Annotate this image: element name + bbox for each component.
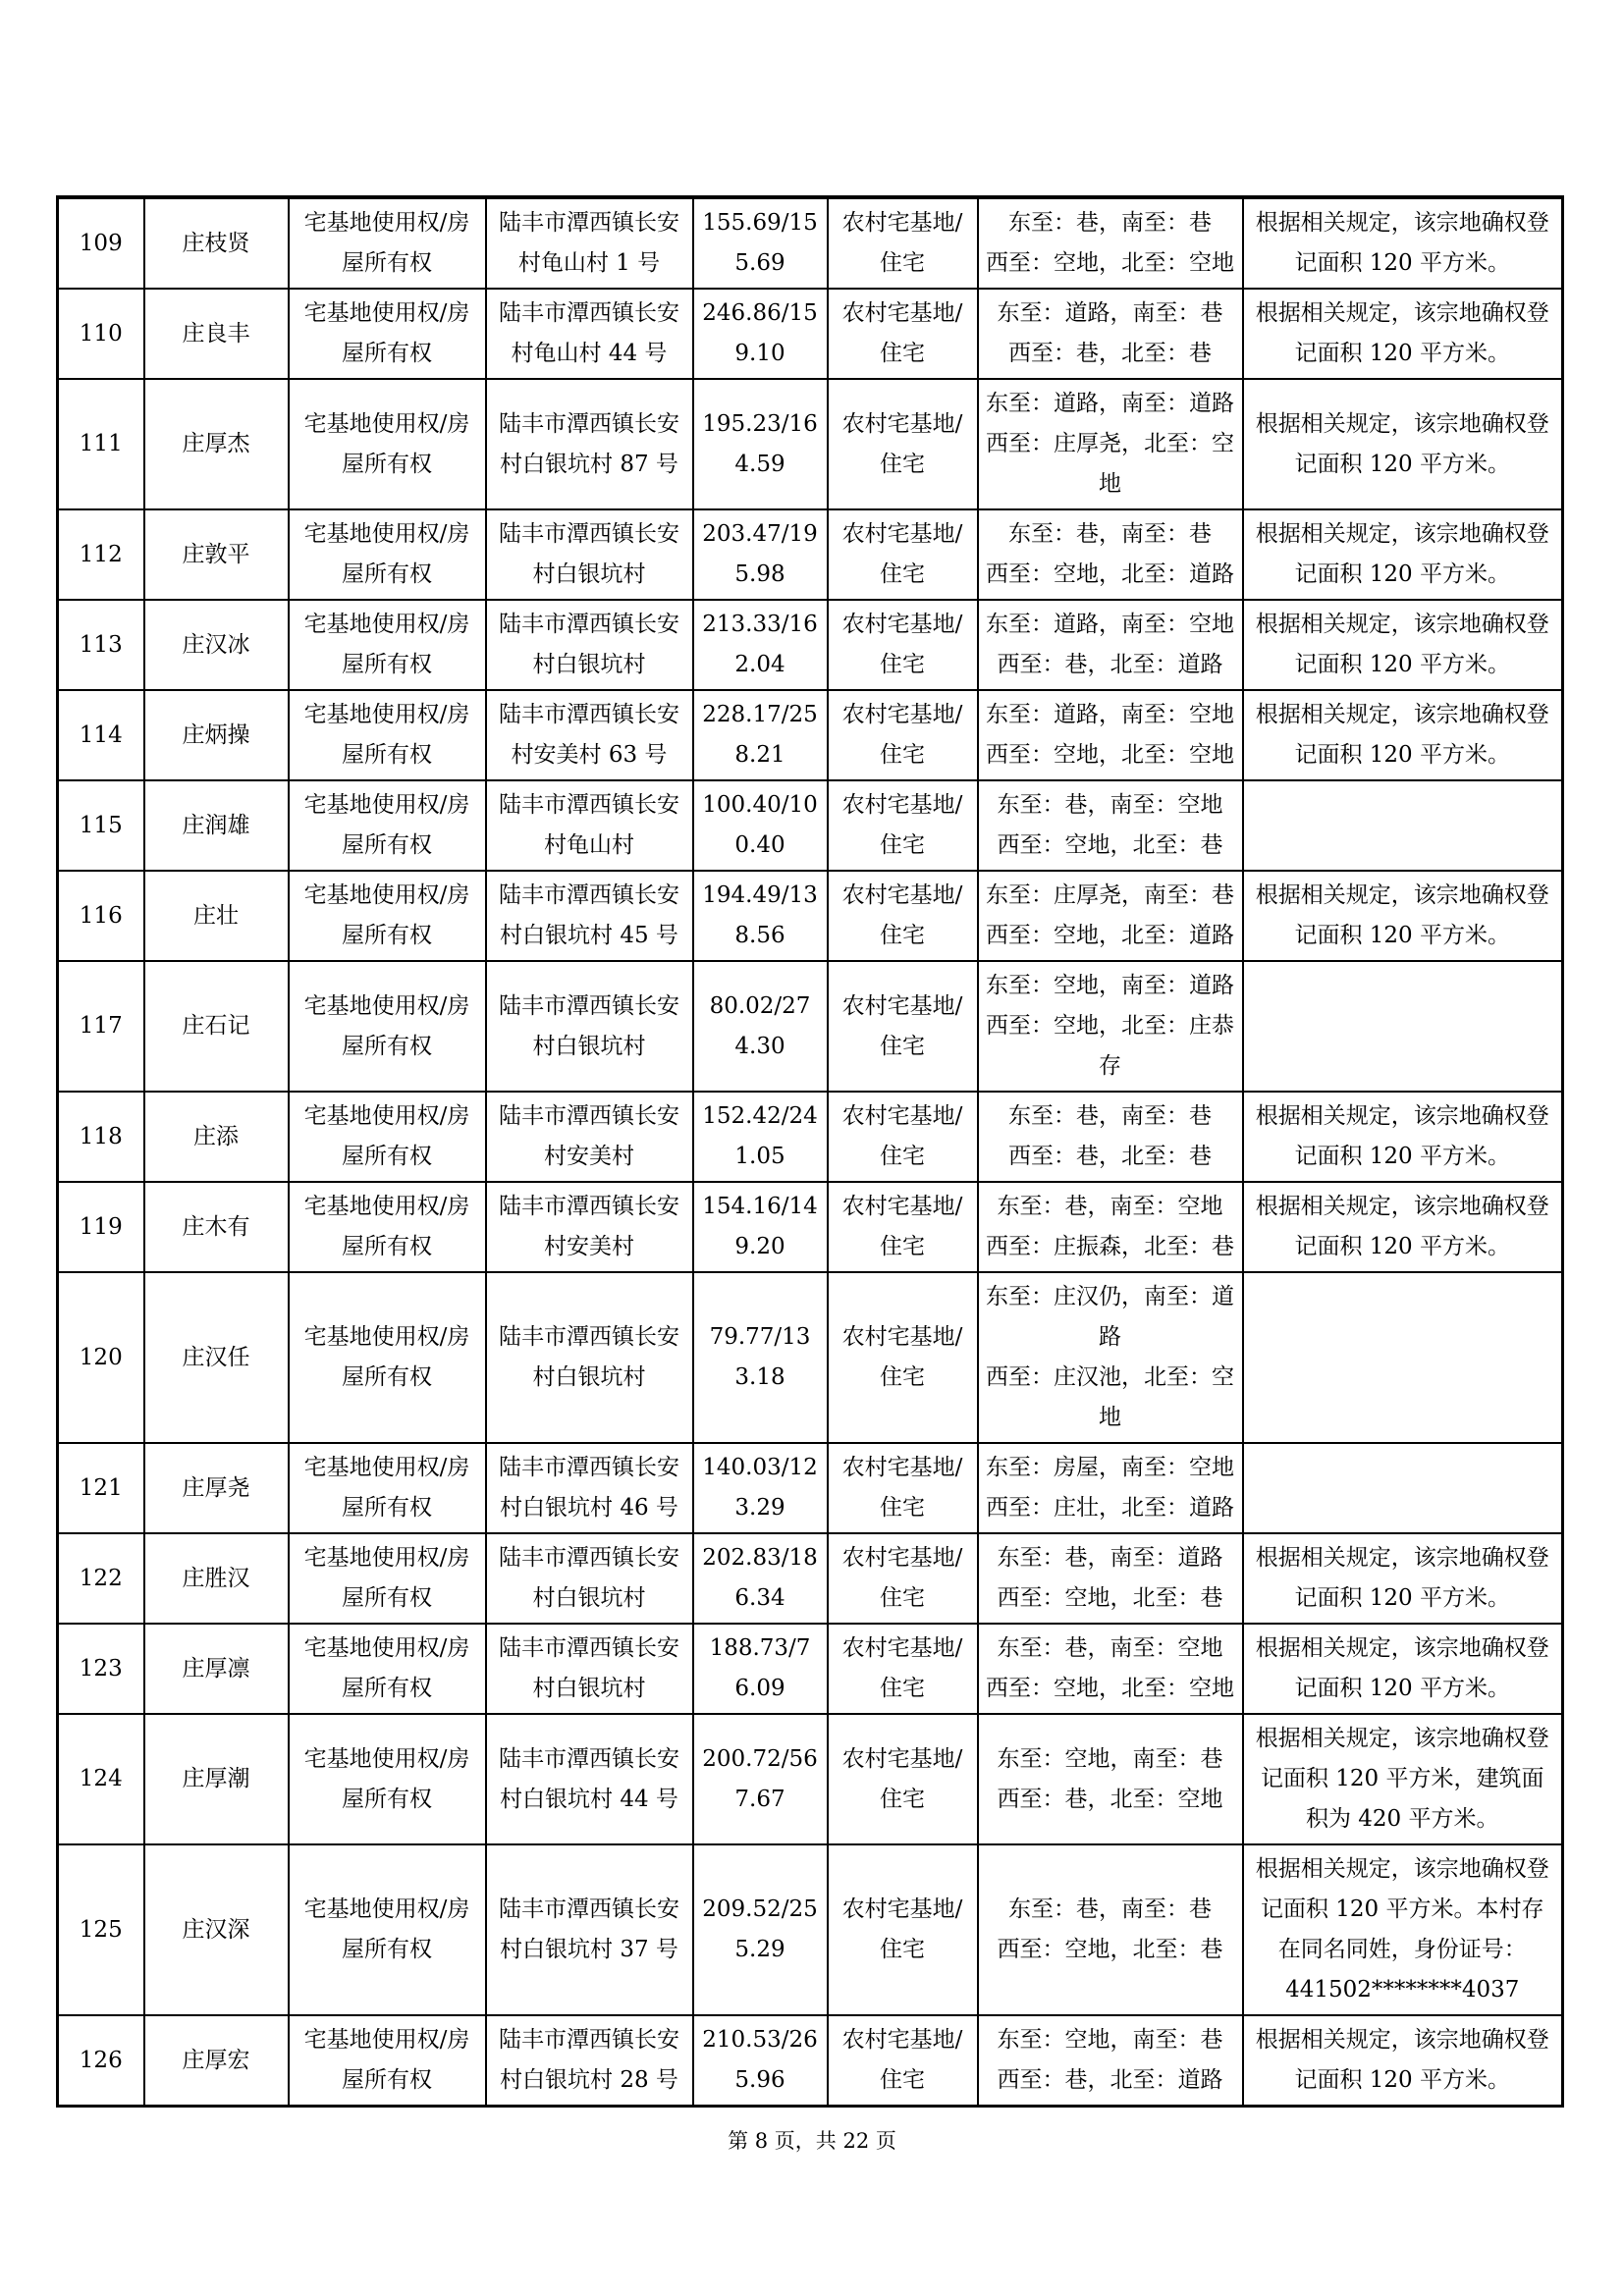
boundary-east-south: 东至：道路，南至：空地	[986, 612, 1234, 637]
cell-right-type: 宅基地使用权/房屋所有权	[289, 379, 486, 509]
cell-right-type: 宅基地使用权/房屋所有权	[289, 1443, 486, 1533]
table-row	[58, 1624, 1563, 1714]
boundary-west-north: 西至：空地，北至：庄恭存	[986, 1013, 1234, 1079]
cell-right-type: 宅基地使用权/房屋所有权	[289, 2015, 486, 2107]
cell-area-values: 188.73/76.09	[693, 1624, 828, 1714]
boundary-east-south: 东至：空地，南至：道路	[986, 973, 1234, 998]
boundary-west-north: 西至：空地，北至：巷	[997, 1937, 1223, 1962]
cell-serial-number: 119	[58, 1182, 144, 1272]
cell-owner-name: 庄木有	[144, 1182, 289, 1272]
cell-area-values: 246.86/159.10	[693, 289, 828, 379]
cell-owner-name: 庄添	[144, 1092, 289, 1182]
cell-remark: 根据相关规定，该宗地确权登记面积 120 平方米。	[1243, 2015, 1563, 2107]
cell-serial-number: 114	[58, 690, 144, 780]
cell-owner-name: 庄厚宏	[144, 2015, 289, 2107]
cell-land-use-type: 农村宅基地/住宅	[828, 1092, 978, 1182]
cell-parcel-address: 陆丰市潭西镇长安村白银坑村	[486, 1533, 693, 1624]
cell-parcel-address: 陆丰市潭西镇长安村安美村	[486, 1092, 693, 1182]
table-row	[58, 1092, 1563, 1182]
cell-serial-number: 112	[58, 509, 144, 600]
boundary-east-south: 东至：巷，南至：空地	[997, 1194, 1223, 1219]
cell-right-type: 宅基地使用权/房屋所有权	[289, 1844, 486, 2015]
cell-boundaries	[978, 1443, 1243, 1533]
boundary-west-north: 西至：空地，北至：空地	[986, 742, 1234, 768]
cell-right-type: 宅基地使用权/房屋所有权	[289, 1092, 486, 1182]
table-row	[58, 1272, 1563, 1443]
cell-land-use-type: 农村宅基地/住宅	[828, 197, 978, 289]
cell-area-values: 79.77/133.18	[693, 1272, 828, 1443]
boundary-east-south: 东至：空地，南至：巷	[997, 1745, 1223, 1772]
cell-serial-number: 126	[58, 2015, 144, 2107]
cell-owner-name: 庄汉冰	[144, 600, 289, 690]
table-row	[58, 1182, 1563, 1272]
cell-serial-number: 120	[58, 1272, 144, 1443]
cell-boundaries	[978, 780, 1243, 871]
boundary-east-south: 东至：庄汉仍，南至：道路	[986, 1284, 1234, 1350]
cell-remark: 根据相关规定，该宗地确权登记面积 120 平方米。	[1243, 1533, 1563, 1624]
cell-remark: 根据相关规定，该宗地确权登记面积 120 平方米。	[1243, 600, 1563, 690]
cell-owner-name: 庄良丰	[144, 289, 289, 379]
cell-area-values: 200.72/567.67	[693, 1714, 828, 1844]
cell-remark: 根据相关规定，该宗地确权登记面积 120 平方米。	[1243, 379, 1563, 509]
boundary-west-north: 西至：空地，北至：道路	[986, 561, 1234, 587]
boundary-west-north: 西至：巷，北至：道路	[997, 2067, 1223, 2093]
cell-remark: 根据相关规定，该宗地确权登记面积 120 平方米，建筑面积为 420 平方米。	[1243, 1714, 1563, 1844]
boundary-west-north: 西至：空地，北至：巷	[997, 1585, 1223, 1611]
cell-owner-name: 庄厚潮	[144, 1714, 289, 1844]
cell-right-type: 宅基地使用权/房屋所有权	[289, 509, 486, 600]
cell-land-use-type: 农村宅基地/住宅	[828, 1533, 978, 1624]
cell-parcel-address: 陆丰市潭西镇长安村白银坑村 46 号	[486, 1443, 693, 1533]
cell-serial-number: 115	[58, 780, 144, 871]
boundary-west-north: 西至：空地，北至：空地	[986, 1676, 1234, 1701]
cell-right-type: 宅基地使用权/房屋所有权	[289, 871, 486, 961]
cell-boundaries	[978, 289, 1243, 379]
cell-owner-name: 庄炳操	[144, 690, 289, 780]
table-row	[58, 197, 1563, 289]
cell-remark	[1243, 961, 1563, 1092]
boundary-east-south: 东至：巷，南至：空地	[997, 792, 1223, 818]
cell-owner-name: 庄厚尧	[144, 1443, 289, 1533]
table-row	[58, 1443, 1563, 1533]
boundary-east-south: 东至：巷，南至：巷	[1008, 1103, 1212, 1129]
boundary-west-north: 西至：空地，北至：空地	[986, 250, 1234, 276]
cell-land-use-type: 农村宅基地/住宅	[828, 1443, 978, 1533]
cell-area-values: 202.83/186.34	[693, 1533, 828, 1624]
cell-boundaries	[978, 871, 1243, 961]
cell-remark: 根据相关规定，该宗地确权登记面积 120 平方米。	[1243, 1092, 1563, 1182]
cell-parcel-address: 陆丰市潭西镇长安村白银坑村 45 号	[486, 871, 693, 961]
boundary-east-south: 东至：巷，南至：巷	[1008, 1896, 1212, 1922]
cell-land-use-type: 农村宅基地/住宅	[828, 379, 978, 509]
cell-land-use-type: 农村宅基地/住宅	[828, 509, 978, 600]
cell-area-values: 80.02/274.30	[693, 961, 828, 1092]
boundary-west-north: 西至：空地，北至：巷	[997, 832, 1223, 858]
cell-land-use-type: 农村宅基地/住宅	[828, 1272, 978, 1443]
cell-parcel-address: 陆丰市潭西镇长安村白银坑村	[486, 1272, 693, 1443]
cell-remark: 根据相关规定，该宗地确权登记面积 120 平方米。	[1243, 197, 1563, 289]
cell-parcel-address: 陆丰市潭西镇长安村龟山村	[486, 780, 693, 871]
cell-right-type: 宅基地使用权/房屋所有权	[289, 690, 486, 780]
cell-boundaries	[978, 1182, 1243, 1272]
table-row	[58, 2015, 1563, 2107]
table-row	[58, 600, 1563, 690]
cell-remark: 根据相关规定，该宗地确权登记面积 120 平方米。	[1243, 690, 1563, 780]
cell-land-use-type: 农村宅基地/住宅	[828, 1182, 978, 1272]
boundary-west-north: 西至：巷，北至：巷	[1008, 341, 1212, 366]
cell-owner-name: 庄厚凛	[144, 1624, 289, 1714]
cell-serial-number: 125	[58, 1844, 144, 2015]
cell-right-type: 宅基地使用权/房屋所有权	[289, 1714, 486, 1844]
land-registry-table-wrap	[56, 195, 1561, 2108]
cell-area-values: 194.49/138.56	[693, 871, 828, 961]
cell-remark	[1243, 1443, 1563, 1533]
table-row	[58, 1844, 1563, 2015]
cell-owner-name: 庄汉任	[144, 1272, 289, 1443]
cell-land-use-type: 农村宅基地/住宅	[828, 871, 978, 961]
cell-parcel-address: 陆丰市潭西镇长安村白银坑村	[486, 1624, 693, 1714]
cell-right-type: 宅基地使用权/房屋所有权	[289, 780, 486, 871]
cell-boundaries	[978, 379, 1243, 509]
cell-boundaries	[978, 1092, 1243, 1182]
cell-boundaries	[978, 600, 1243, 690]
cell-area-values: 228.17/258.21	[693, 690, 828, 780]
cell-boundaries	[978, 1624, 1243, 1714]
boundary-west-north: 西至：庄振森，北至：巷	[986, 1234, 1234, 1259]
page-number-footer: 第 8 页，共 22 页	[728, 2129, 896, 2153]
cell-parcel-address: 陆丰市潭西镇长安村安美村	[486, 1182, 693, 1272]
cell-serial-number: 121	[58, 1443, 144, 1533]
cell-owner-name: 庄汉深	[144, 1844, 289, 2015]
cell-right-type: 宅基地使用权/房屋所有权	[289, 961, 486, 1092]
boundary-east-south: 东至：巷，南至：空地	[997, 1635, 1223, 1661]
cell-area-values: 155.69/155.69	[693, 197, 828, 289]
cell-owner-name: 庄厚杰	[144, 379, 289, 509]
cell-area-values: 210.53/265.96	[693, 2015, 828, 2107]
table-row	[58, 780, 1563, 871]
boundary-east-south: 东至：房屋，南至：空地	[986, 1455, 1234, 1480]
cell-area-values: 213.33/162.04	[693, 600, 828, 690]
boundary-east-south: 东至：道路，南至：巷	[997, 300, 1223, 326]
boundary-east-south: 东至：道路，南至：空地	[986, 702, 1234, 727]
cell-land-use-type: 农村宅基地/住宅	[828, 600, 978, 690]
boundary-west-north: 西至：巷，北至：道路	[997, 652, 1223, 677]
table-row	[58, 289, 1563, 379]
cell-land-use-type: 农村宅基地/住宅	[828, 289, 978, 379]
cell-parcel-address: 陆丰市潭西镇长安村白银坑村 37 号	[486, 1844, 693, 2015]
cell-remark: 根据相关规定，该宗地确权登记面积 120 平方米。	[1243, 509, 1563, 600]
cell-owner-name: 庄润雄	[144, 780, 289, 871]
table-row	[58, 961, 1563, 1092]
cell-area-values: 195.23/164.59	[693, 379, 828, 509]
boundary-west-north: 西至：庄汉池，北至：空地	[986, 1364, 1234, 1430]
boundary-west-north: 西至：庄厚尧，北至：空地	[986, 431, 1234, 497]
cell-boundaries	[978, 509, 1243, 600]
cell-boundaries	[978, 1272, 1243, 1443]
cell-area-values: 100.40/100.40	[693, 780, 828, 871]
boundary-east-south: 东至：巷，南至：巷	[1008, 210, 1212, 236]
cell-owner-name: 庄壮	[144, 871, 289, 961]
cell-remark: 根据相关规定，该宗地确权登记面积 120 平方米。	[1243, 289, 1563, 379]
land-registry-table	[56, 195, 1564, 2108]
cell-serial-number: 110	[58, 289, 144, 379]
cell-area-values: 154.16/149.20	[693, 1182, 828, 1272]
cell-land-use-type: 农村宅基地/住宅	[828, 1844, 978, 2015]
cell-area-values: 203.47/195.98	[693, 509, 828, 600]
cell-remark	[1243, 780, 1563, 871]
cell-parcel-address: 陆丰市潭西镇长安村白银坑村	[486, 600, 693, 690]
cell-parcel-address: 陆丰市潭西镇长安村白银坑村	[486, 509, 693, 600]
cell-parcel-address: 陆丰市潭西镇长安村龟山村 44 号	[486, 289, 693, 379]
cell-right-type: 宅基地使用权/房屋所有权	[289, 1533, 486, 1624]
cell-area-values: 209.52/255.29	[693, 1844, 828, 2015]
registry-table-body	[58, 197, 1563, 2107]
cell-boundaries	[978, 1533, 1243, 1624]
cell-parcel-address: 陆丰市潭西镇长安村白银坑村	[486, 961, 693, 1092]
cell-serial-number: 122	[58, 1533, 144, 1624]
cell-right-type: 宅基地使用权/房屋所有权	[289, 1272, 486, 1443]
cell-boundaries	[978, 197, 1243, 289]
cell-boundaries	[978, 961, 1243, 1092]
cell-remark: 根据相关规定，该宗地确权登记面积 120 平方米。	[1243, 1624, 1563, 1714]
cell-remark: 根据相关规定，该宗地确权登记面积 120 平方米。本村存在同名同姓，身份证号：441502********4037	[1243, 1844, 1563, 2015]
table-row	[58, 1533, 1563, 1624]
cell-parcel-address: 陆丰市潭西镇长安村白银坑村 87 号	[486, 379, 693, 509]
boundary-east-south: 东至：巷，南至：巷	[1008, 521, 1212, 547]
cell-land-use-type: 农村宅基地/住宅	[828, 2015, 978, 2107]
cell-serial-number: 109	[58, 197, 144, 289]
cell-right-type: 宅基地使用权/房屋所有权	[289, 289, 486, 379]
cell-serial-number: 118	[58, 1092, 144, 1182]
cell-area-values: 140.03/123.29	[693, 1443, 828, 1533]
cell-owner-name: 庄敦平	[144, 509, 289, 600]
cell-owner-name: 庄石记	[144, 961, 289, 1092]
boundary-west-north: 西至：巷，北至：巷	[1008, 1144, 1212, 1169]
boundary-east-south: 东至：巷，南至：道路	[997, 1545, 1223, 1571]
boundary-west-north: 西至：庄壮，北至：道路	[986, 1495, 1234, 1521]
cell-right-type: 宅基地使用权/房屋所有权	[289, 1182, 486, 1272]
cell-land-use-type: 农村宅基地/住宅	[828, 1714, 978, 1844]
cell-area-values: 152.42/241.05	[693, 1092, 828, 1182]
cell-remark: 根据相关规定，该宗地确权登记面积 120 平方米。	[1243, 1182, 1563, 1272]
boundary-east-south: 东至：空地，南至：巷	[997, 2027, 1223, 2053]
cell-owner-name: 庄枝贤	[144, 197, 289, 289]
cell-boundaries	[978, 1714, 1243, 1844]
cell-right-type: 宅基地使用权/房屋所有权	[289, 600, 486, 690]
cell-serial-number: 117	[58, 961, 144, 1092]
cell-remark: 根据相关规定，该宗地确权登记面积 120 平方米。	[1243, 871, 1563, 961]
cell-parcel-address: 陆丰市潭西镇长安村龟山村 1 号	[486, 197, 693, 289]
boundary-west-north: 西至：空地，北至：道路	[986, 923, 1234, 948]
table-row	[58, 1714, 1563, 1844]
cell-boundaries	[978, 690, 1243, 780]
cell-right-type: 宅基地使用权/房屋所有权	[289, 1624, 486, 1714]
boundary-east-south: 东至：道路，南至：道路	[986, 391, 1234, 416]
cell-land-use-type: 农村宅基地/住宅	[828, 961, 978, 1092]
cell-land-use-type: 农村宅基地/住宅	[828, 780, 978, 871]
cell-land-use-type: 农村宅基地/住宅	[828, 1624, 978, 1714]
cell-serial-number: 111	[58, 379, 144, 509]
cell-parcel-address: 陆丰市潭西镇长安村白银坑村 44 号	[486, 1714, 693, 1844]
cell-serial-number: 116	[58, 871, 144, 961]
cell-boundaries	[978, 2015, 1243, 2107]
table-row	[58, 690, 1563, 780]
cell-land-use-type: 农村宅基地/住宅	[828, 690, 978, 780]
cell-serial-number: 124	[58, 1714, 144, 1844]
cell-owner-name: 庄胜汉	[144, 1533, 289, 1624]
boundary-west-north: 西至：巷，北至：空地	[997, 1786, 1223, 1812]
cell-serial-number: 113	[58, 600, 144, 690]
cell-right-type: 宅基地使用权/房屋所有权	[289, 197, 486, 289]
table-row	[58, 509, 1563, 600]
cell-remark	[1243, 1272, 1563, 1443]
cell-parcel-address: 陆丰市潭西镇长安村安美村 63 号	[486, 690, 693, 780]
cell-serial-number: 123	[58, 1624, 144, 1714]
table-row	[58, 379, 1563, 509]
cell-boundaries	[978, 1844, 1243, 2015]
cell-parcel-address: 陆丰市潭西镇长安村白银坑村 28 号	[486, 2015, 693, 2107]
boundary-east-south: 东至：庄厚尧，南至：巷	[986, 882, 1234, 908]
table-row	[58, 871, 1563, 961]
